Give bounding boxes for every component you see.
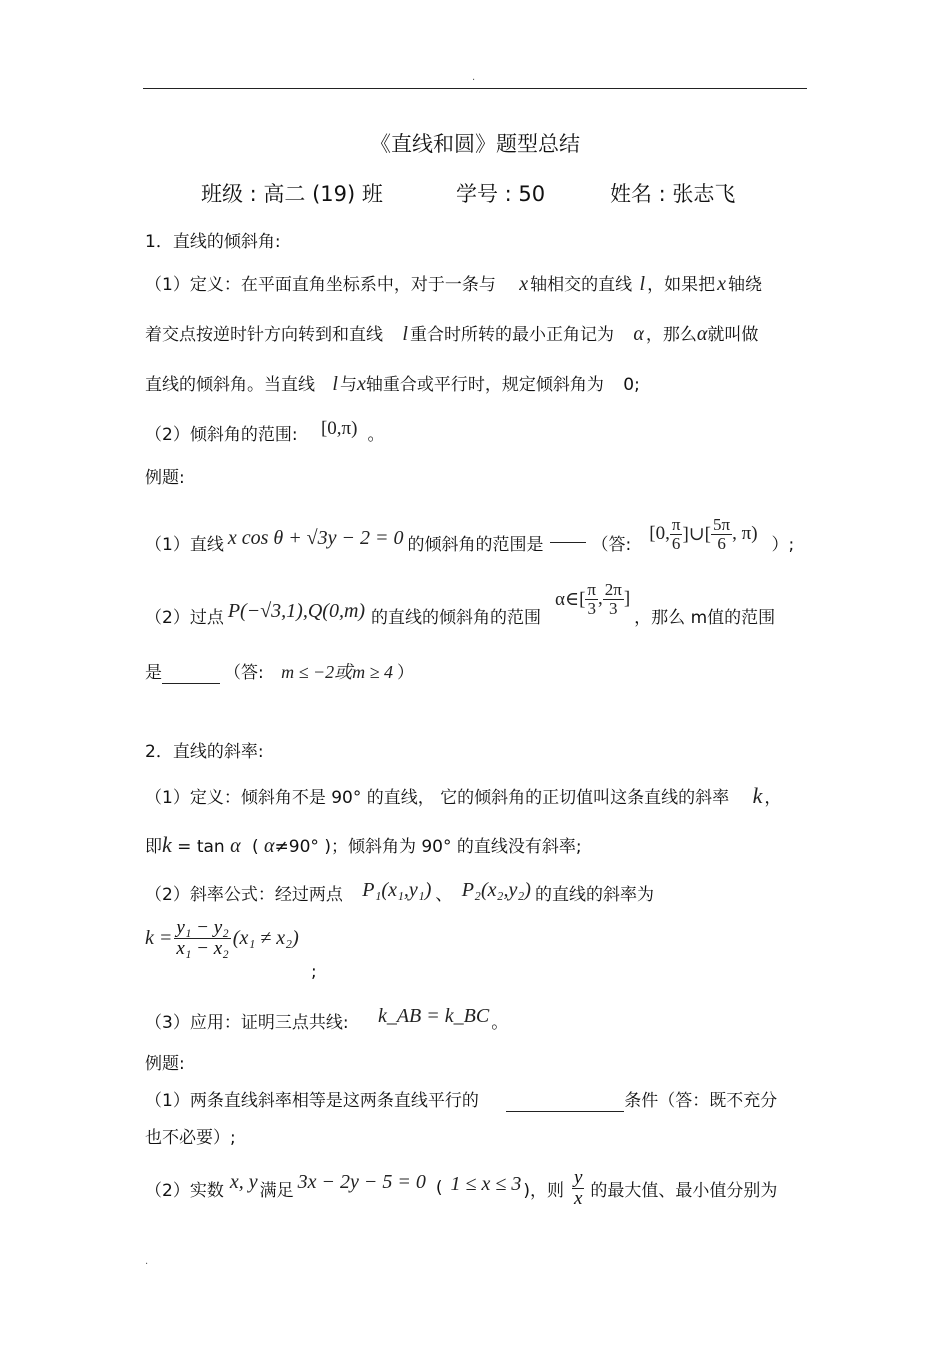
- answer: m ≤ −2或m ≥ 4: [281, 662, 394, 682]
- s1-range: （2）倾斜角的范围: [0,π) 。: [145, 418, 385, 445]
- s1-definition-line-1: （1）定义：在平面直角坐标系中，对于一条与 x 轴相交的直线 l ，如果把 x 轴绕: [145, 273, 762, 295]
- s2-definition-line-1: （1）定义：倾斜角不是 90° 的直线， 它的倾斜角的正切值叫这条直线的斜率 k ，: [145, 783, 782, 808]
- formula-semicolon: ;: [311, 962, 317, 982]
- x-symbol: x: [356, 373, 366, 395]
- answer-blank: [506, 1091, 624, 1112]
- x-symbol: x: [717, 273, 726, 295]
- fraction: $\frac{\pi}{3}$: [587, 579, 596, 618]
- s1-example-2: （2）过点 P(−√3,1),Q(0,m) 的直线的倾斜角的范围 α∈[ $\frac{\pi}{3}$ , $\frac{2\pi}{3}$ ] ，那么 m值的范围: [145, 579, 776, 628]
- slope-formula: k = $\frac{\text{y₁ − y₂}}{\text{x₁ − x₂}}$ (x₁ ≠ x₂): [145, 917, 299, 959]
- s2-example-label: 例题:: [145, 1054, 185, 1074]
- header-dot: .: [472, 72, 476, 83]
- fraction: $\frac{2\pi}{3}$: [604, 579, 622, 618]
- class-info: 班级 : 高二 (19) 班: [201, 182, 383, 206]
- alpha-symbol: α: [230, 835, 241, 857]
- y-over-x: $\frac{y}{x}$: [573, 1166, 583, 1209]
- header-rule: [143, 88, 807, 89]
- x-symbol: x: [519, 273, 529, 295]
- answer-blank: [162, 663, 220, 684]
- x-range: 1 ≤ x ≤ 3: [450, 1172, 522, 1195]
- s2-definition-line-2: 即k = tan α ( α≠90° )；倾斜角为 90° 的直线没有斜率;: [145, 832, 582, 857]
- l-symbol: l: [332, 373, 338, 395]
- alpha-range: α∈[ $\frac{\pi}{3}$ , $\frac{2\pi}{3}$ ]: [555, 579, 631, 618]
- alpha-symbol: α: [264, 835, 275, 857]
- k-symbol: k: [752, 783, 763, 808]
- fraction: $\frac{\pi}{6}$: [671, 514, 681, 553]
- point-1: P₁(x₁,y₁): [362, 879, 432, 901]
- footer-dot: .: [145, 1256, 149, 1267]
- s2-application: （3）应用：证明三点共线: k_AB = k_BC 。: [145, 1005, 509, 1033]
- s2-example-1-cont: 也不必要）;: [145, 1128, 236, 1148]
- s1-example-1: （1）直线 x cos θ + √3y − 2 = 0 的倾斜角的范围是 （答: [0, $\frac{\pi}{6}$ ]∪[ $\frac{5\pi}{6}$ , π) ）;: [145, 514, 795, 555]
- s2-example-1: （1）两条直线斜率相等是这两条直线平行的 条件（答：既不充分: [145, 1091, 778, 1111]
- l-symbol: l: [639, 273, 646, 295]
- fraction: $\frac{5\pi}{6}$: [713, 514, 731, 553]
- alpha-symbol: α: [696, 323, 708, 345]
- s1-example-label: 例题:: [145, 468, 185, 488]
- s1-example-2-answer: 是 （答: m ≤ −2或m ≥ 4 ）: [145, 662, 415, 683]
- constraint-equation: 3x − 2y − 5 = 0: [297, 1170, 426, 1193]
- s1-definition-line-3: 直线的倾斜角。当直线 l 与x轴重合或平行时，规定倾斜角为 0;: [145, 373, 640, 395]
- answer-range: [0, $\frac{\pi}{6}$ ]∪[ $\frac{5\pi}{6}$ , π): [649, 514, 758, 553]
- page-title: 《直线和圆》题型总结: [370, 132, 580, 156]
- k-symbol: k: [162, 832, 172, 857]
- alpha-symbol: α: [633, 323, 644, 345]
- answer-blank: [550, 542, 586, 543]
- student-number: 学号 : 50: [456, 182, 546, 206]
- collinear-equation: k_AB = k_BC: [377, 1005, 490, 1027]
- s2-formula-line: （2）斜率公式：经过两点 P₁(x₁,y₁) 、 P₂(x₂,y₂) 的直线的斜率为: [145, 879, 654, 905]
- points: P(−√3,1),Q(0,m): [227, 599, 366, 622]
- fraction: $\frac{\text{y₁ − y₂}}{\text{x₁ − x₂}}$: [176, 917, 229, 959]
- xy-variables: x, y: [229, 1170, 258, 1193]
- s2-example-2: （2）实数 x, y 满足 3x − 2y − 5 = 0 ( 1 ≤ x ≤ 3 )，则 $\frac{y}{x}$ 的最大值、最小值分别为: [145, 1166, 778, 1209]
- l-symbol: l: [402, 323, 408, 345]
- point-2: P₂(x₂,y₂): [461, 879, 531, 901]
- range-value: [0,π): [320, 418, 358, 439]
- section-1-heading: 1．直线的倾斜角:: [145, 232, 281, 252]
- equation: x cos θ + √3y − 2 = 0: [227, 526, 404, 549]
- s1-definition-line-2: 着交点按逆时针方向转到和直线 l 重合时所转的最小正角记为 α ，那么α就叫做: [145, 323, 759, 345]
- section-2-heading: 2．直线的斜率:: [145, 742, 264, 762]
- student-name: 姓名 : 张志飞: [610, 182, 736, 206]
